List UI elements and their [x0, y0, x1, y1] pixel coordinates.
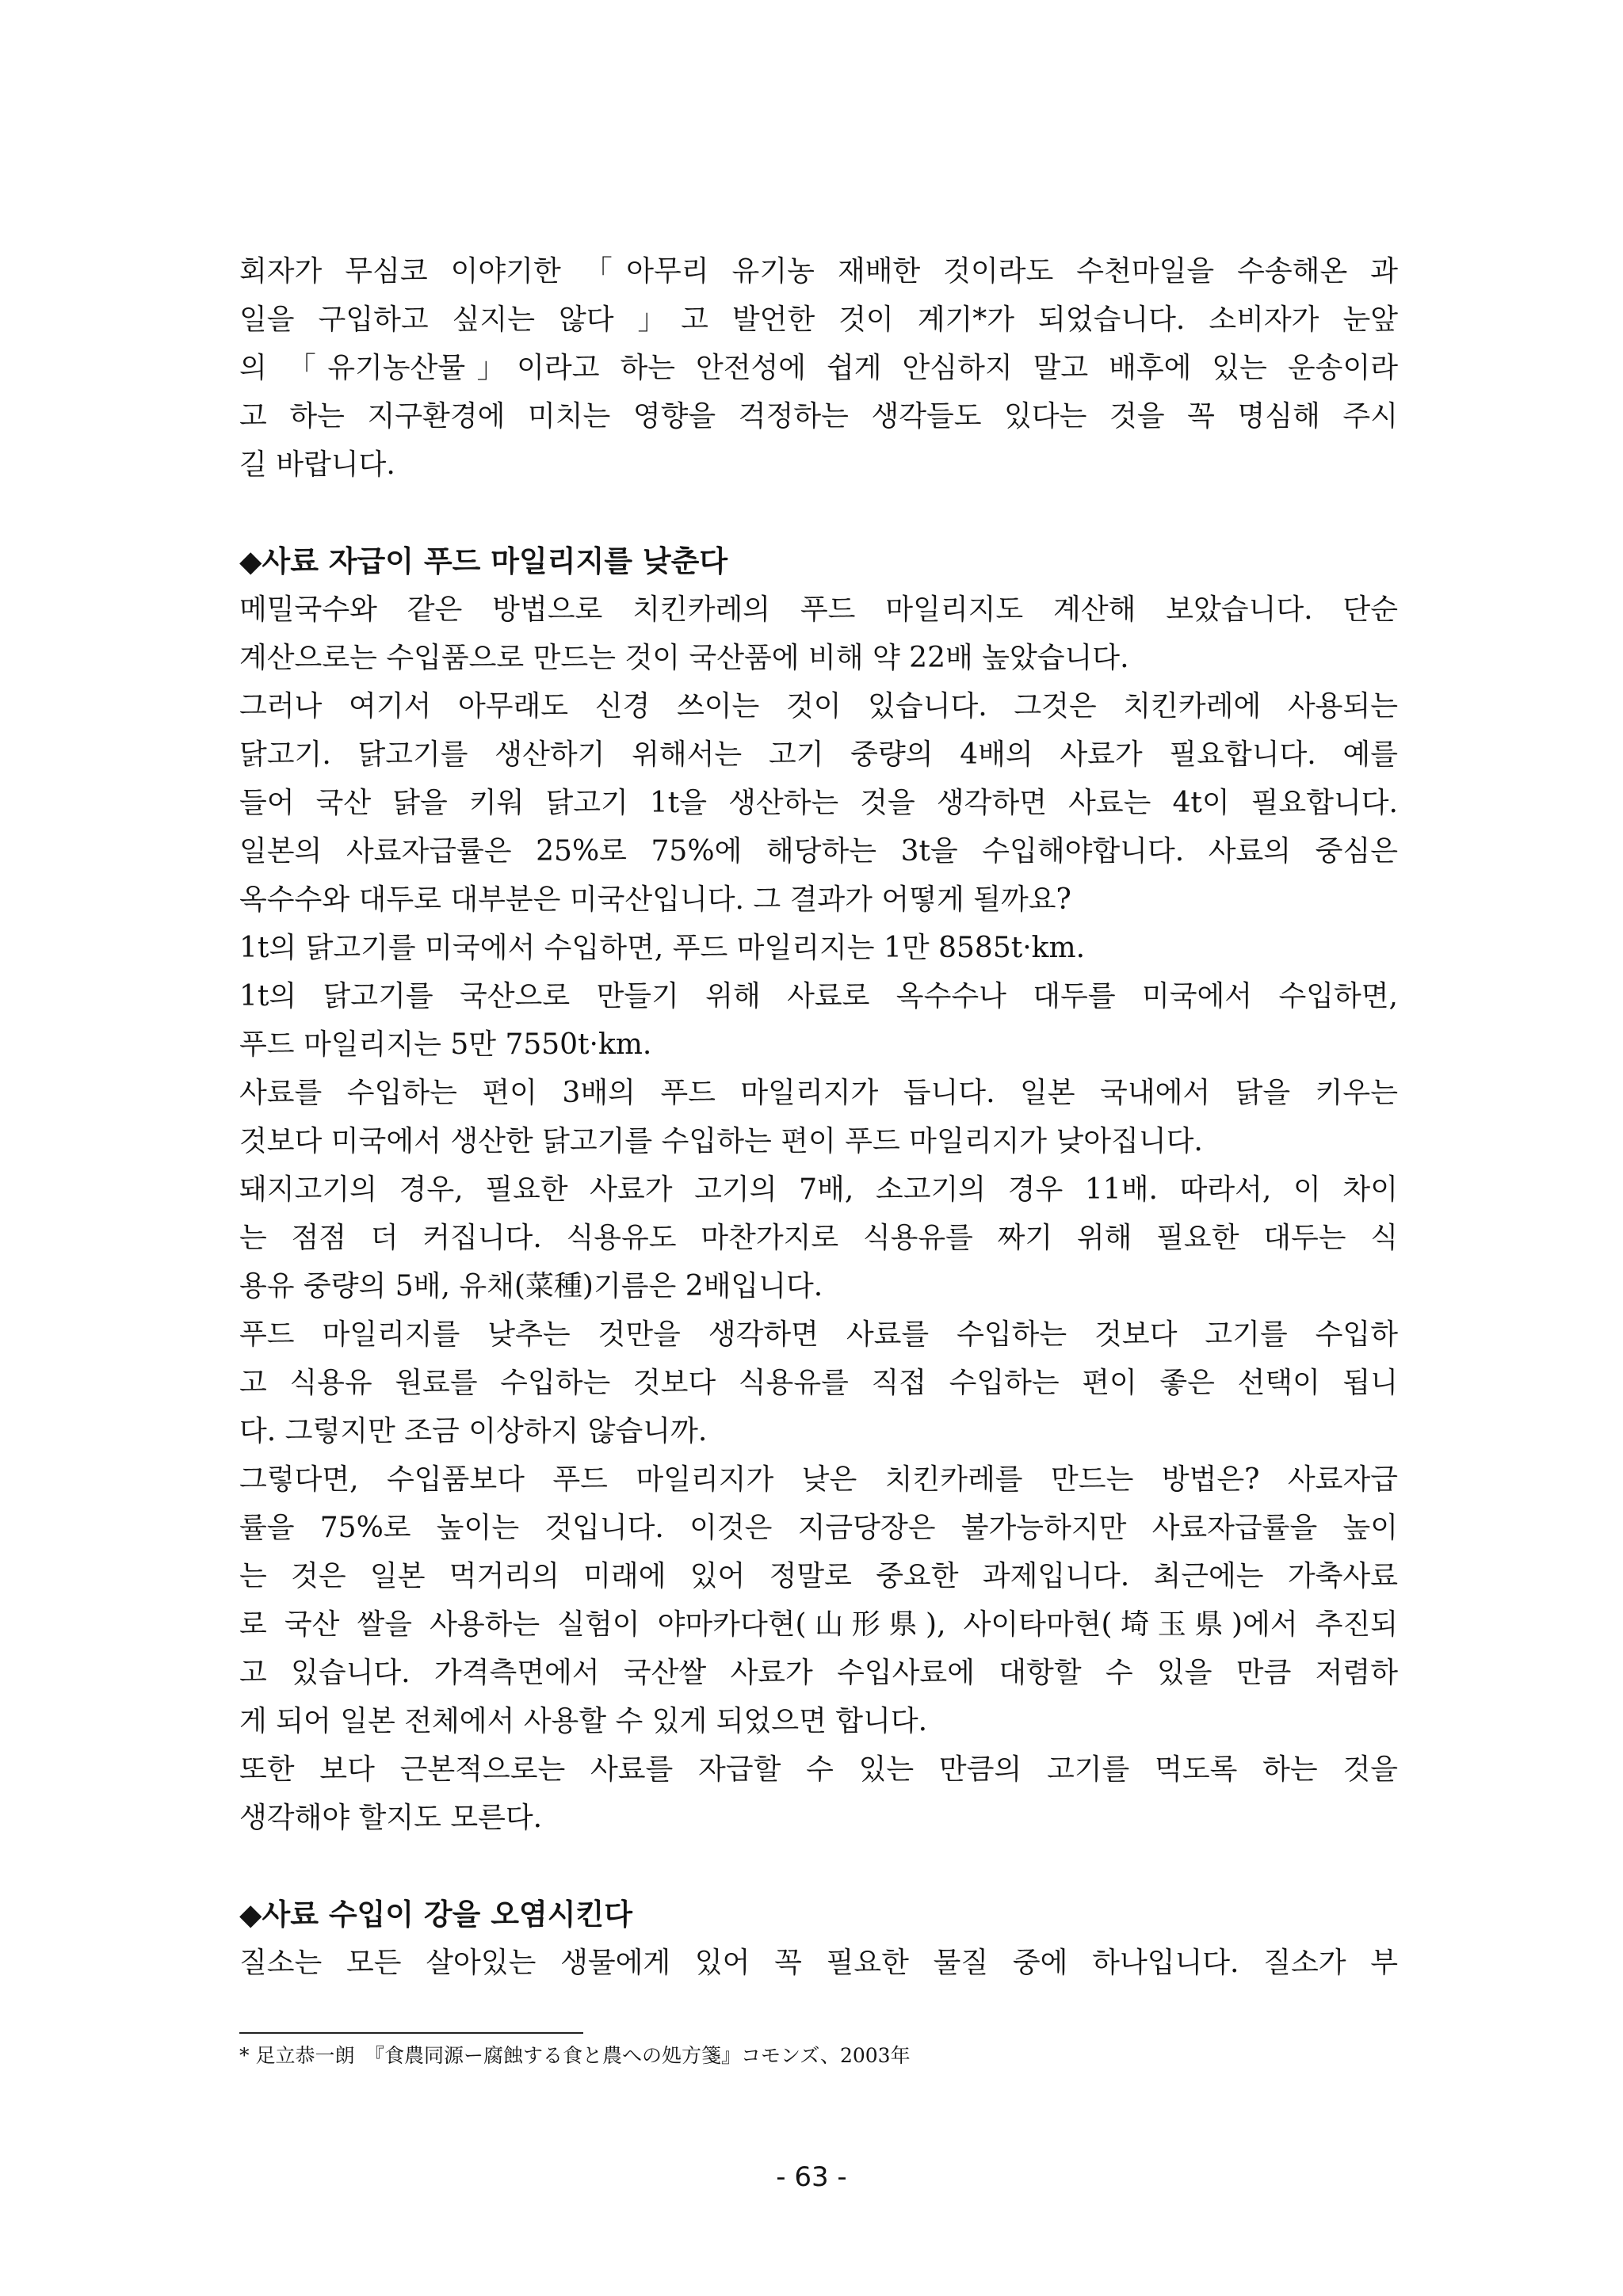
text-line: 는 점점 더 커집니다. 식용유도 마찬가지로 식용유를 짜기 위해 필요한 대두는 식 — [239, 1222, 1398, 1254]
section-feed-self-sufficiency — [239, 537, 1398, 1842]
text-line: 회자가 무심코 이야기한 「아무리 유기농 재배한 것이라도 수천마일을 수송해온 과 — [239, 255, 1398, 288]
text-line: 일을 구입하고 싶지는 않다 」고 발언한 것이 계기*가 되었습니다. 소비자가 눈앞 — [239, 303, 1398, 336]
section-heading: ◆사료 수입이 강을 오염시킨다 — [239, 1897, 633, 1932]
text-line: 용유 중량의 5배, 유채(菜種)기름은 2배입니다. — [239, 1270, 823, 1302]
text-line: 고 있습니다. 가격측면에서 국산쌀 사료가 수입사료에 대항할 수 있을 만큼 저렴하 — [239, 1657, 1398, 1689]
text-line: 는 것은 일본 먹거리의 미래에 있어 정말로 중요한 과제입니다. 최근에는 가축사료 — [239, 1560, 1398, 1592]
text-line: 일본의 사료자급률은 25%로 75%에 해당하는 3t을 수입해야합니다. 사료의 중심은 — [239, 835, 1398, 868]
text-line: 질소는 모든 살아있는 생물에게 있어 꼭 필요한 물질 중에 하나입니다. 질소가 부 — [239, 1947, 1398, 1979]
text-line: 고 식용유 원료를 수입하는 것보다 식용유를 직접 수입하는 편이 좋은 선택이 됩니 — [239, 1367, 1398, 1399]
text-line: 옥수수와 대두로 대부분은 미국산입니다. 그 결과가 어떻게 될까요? — [239, 883, 1071, 916]
page-number: - 63 - — [776, 2161, 847, 2193]
text-line: 메밀국수와 같은 방법으로 치킨카레의 푸드 마일리지도 계산해 보았습니다. 단순 — [239, 593, 1398, 626]
text-line: 생각해야 할지도 모른다. — [239, 1802, 543, 1834]
text-line: 사료를 수입하는 편이 3배의 푸드 마일리지가 듭니다. 일본 국내에서 닭을 키우는 — [239, 1077, 1398, 1109]
text-line: 고 하는 지구환경에 미치는 영향을 걱정하는 생각들도 있다는 것을 꼭 명심해 주시 — [239, 400, 1398, 433]
text-line: 푸드 마일리지를 낮추는 것만을 생각하면 사료를 수입하는 것보다 고기를 수입하 — [239, 1318, 1398, 1351]
text-line: 1t의 닭고기를 미국에서 수입하면, 푸드 마일리지는 1만 8585t·km. — [239, 932, 1086, 964]
section-heading: ◆사료 자급이 푸드 마일리지를 낮춘다 — [239, 544, 728, 578]
intro-paragraph — [239, 247, 1398, 489]
text-line: 의 「유기농산물」이라고 하는 안전성에 쉽게 안심하지 말고 배후에 있는 운송이라 — [239, 352, 1398, 384]
text-line: 길 바랍니다. — [239, 448, 395, 481]
spacer — [239, 489, 1398, 537]
text-line: 그렇다면, 수입품보다 푸드 마일리지가 낮은 치킨카레를 만드는 방법은? 사료자급 — [239, 1463, 1398, 1496]
text-line: 닭고기. 닭고기를 생산하기 위해서는 고기 중량의 4배의 사료가 필요합니다. 예를 — [239, 738, 1398, 771]
section-feed-imports-pollution — [239, 1890, 1398, 1987]
text-line: 또한 보다 근본적으로는 사료를 자급할 수 있는 만큼의 고기를 먹도록 하는 것을 — [239, 1753, 1398, 1786]
text-line: 률을 75%로 높이는 것입니다. 이것은 지금당장은 불가능하지만 사료자급률을 높이 — [239, 1512, 1398, 1544]
text-line: 푸드 마일리지는 5만 7550t·km. — [239, 1028, 652, 1061]
text-line: 로 국산 쌀을 사용하는 실험이 야마카다현(山形県), 사이타마현(埼玉県)에서 추진되 — [239, 1608, 1398, 1641]
text-line: 그러나 여기서 아무래도 신경 쓰이는 것이 있습니다. 그것은 치킨카레에 사용되는 — [239, 690, 1398, 723]
footnote-divider — [239, 2032, 583, 2034]
body-text — [239, 247, 1398, 1987]
footnote: * 足立恭一朗 『食農同源ー腐蝕する食と農への処方箋』コモンズ、2003年 — [239, 2044, 911, 2067]
spacer — [239, 1842, 1398, 1890]
text-line: 것보다 미국에서 생산한 닭고기를 수입하는 편이 푸드 마일리지가 낮아집니다. — [239, 1125, 1203, 1158]
text-line: 계산으로는 수입품으로 만드는 것이 국산품에 비해 약 22배 높았습니다. — [239, 642, 1129, 674]
text-line: 들어 국산 닭을 키워 닭고기 1t을 생산하는 것을 생각하면 사료는 4t이 필요합니다. — [239, 787, 1398, 819]
text-line: 1t의 닭고기를 국산으로 만들기 위해 사료로 옥수수나 대두를 미국에서 수입하면, — [239, 980, 1398, 1013]
text-line: 다. 그렇지만 조금 이상하지 않습니까. — [239, 1415, 708, 1447]
text-line: 게 되어 일본 전체에서 사용할 수 있게 되었으면 합니다. — [239, 1705, 928, 1737]
text-line: 돼지고기의 경우, 필요한 사료가 고기의 7배, 소고기의 경우 11배. 따라서, 이 차이 — [239, 1173, 1398, 1206]
